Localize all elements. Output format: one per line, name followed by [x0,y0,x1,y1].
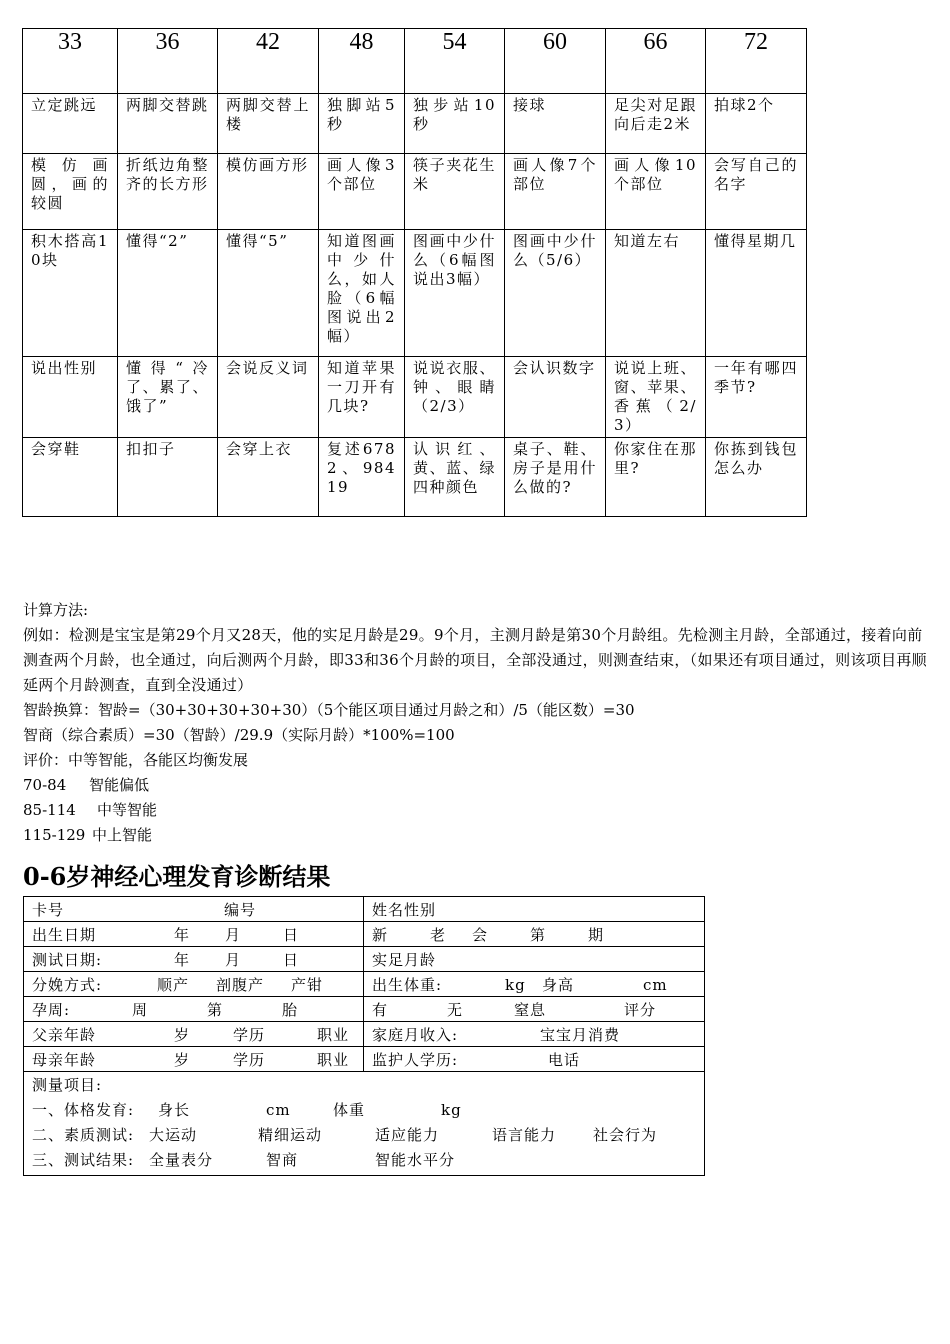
notes-example: 例如：检测是宝宝是第29个月又28天，他的实足月龄是29。9个月，主测月龄是第30个月龄组。先检测主月龄，全部通过，接着向前测查两个月龄，也全通过，向后测两个月龄，即33和36个月龄的项目，全部没通过，则测查结束，（如果还有项目通过，则该项目再顺延两个月龄测查，直到全没通过） [23,626,927,694]
form-row [24,897,705,922]
occupation-label: 职业 [317,1050,350,1069]
calculation-notes [23,598,933,848]
quality-item: 大运动 [149,1126,198,1144]
form-row [24,1072,705,1176]
milestone-row [23,94,807,154]
old-new-4: 第 [530,925,547,944]
year-label: 年 [174,925,191,944]
day-label: 日 [283,950,300,969]
milestone-cell: 两脚交替跳 [118,94,218,154]
card-no-label: 卡号 [32,900,65,919]
milestone-cell: 懂得星期几 [706,230,807,357]
name-gender-label: 姓名性别 [364,897,705,922]
year-label: 年 [174,950,191,969]
form-row [24,997,705,1022]
milestone-row [23,154,807,230]
diagnosis-title: 0-6岁神经心理发育诊断结果 [23,862,331,891]
test-date-label: 测试日期: [32,950,103,969]
family-income-label: 家庭月收入: [372,1025,459,1044]
milestone-cell: 复述6782、98419 [319,438,405,517]
years-old-label: 岁 [174,1025,191,1044]
milestone-cell: 一年有哪四季节? [706,357,807,438]
milestone-cell: 知道苹果一刀开有几块? [319,357,405,438]
notes-age-calc: 智龄换算：智龄=（30+30+30+30+30）（5个能区项目通过月龄之和）/5（能区数）=30 [23,701,635,719]
milestone-cell: 认识红、黄、蓝、绿四种颜色 [405,438,505,517]
measure-heading: 测量项目: [32,1076,103,1094]
quality-item: 精细运动 [258,1126,323,1144]
notes-heading: 计算方法: [23,601,89,619]
milestone-cell: 模仿画方形 [218,154,319,230]
milestone-cell: 画人像10个部位 [606,154,706,230]
milestone-cell: 懂得“2” [118,230,218,357]
milestone-cell: 桌子、鞋、房子是用什么做的? [505,438,606,517]
milestone-cell: 会穿上衣 [218,438,319,517]
month-label: 月 [225,950,242,969]
education-label: 学历 [233,1025,266,1044]
delivery-normal: 顺产 [157,975,190,994]
physical-row [32,1098,696,1123]
actual-age-label: 实足月龄 [364,947,705,972]
milestone-cell: 懂得“5” [218,230,319,357]
delivery-label: 分娩方式: [32,975,103,994]
milestone-row [23,357,807,438]
quality-row [32,1123,696,1148]
quality-item: 语言能力 [492,1126,557,1144]
result-item: 智商 [266,1151,299,1169]
milestone-cell: 会穿鞋 [23,438,118,517]
age-header-row [23,29,807,94]
form-row [24,972,705,997]
age-header-cell: 72 [706,29,807,94]
milestone-cell: 独脚站5秒 [319,94,405,154]
age-header-cell: 42 [218,29,319,94]
gestation-label: 孕周: [32,1000,71,1019]
delivery-forceps: 产钳 [291,975,324,994]
milestone-cell: 足尖对足跟向后走2米 [606,94,706,154]
milestone-cell: 两脚交替上楼 [218,94,319,154]
occupation-label: 职业 [317,1025,350,1044]
asphyxia-yes: 有 [372,1000,389,1019]
milestone-cell: 筷子夹花生米 [405,154,505,230]
milestone-cell: 独步站10秒 [405,94,505,154]
age-header-cell: 33 [23,29,118,94]
age-header-cell: 66 [606,29,706,94]
age-header-cell: 48 [319,29,405,94]
milestone-cell: 会写自己的名字 [706,154,807,230]
range-label: 智能偏低 [89,776,150,794]
body-height-label: 身长 [158,1101,191,1119]
milestone-cell: 会认识数字 [505,357,606,438]
old-new-1: 新 [372,925,389,944]
range-label: 中上智能 [92,826,153,844]
month-label: 月 [225,925,242,944]
milestone-row [23,438,807,517]
old-new-3: 会 [472,925,489,944]
milestone-cell: 折纸边角整齐的长方形 [118,154,218,230]
result-row [32,1148,696,1173]
quality-label: 二、素质测试: [32,1126,135,1144]
notes-iq-calc: 智商（综合素质）=30（智龄）/29.9（实际月龄）*100%=100 [23,726,455,744]
milestone-cell: 你家住在那里? [606,438,706,517]
milestone-cell: 积木搭高10块 [23,230,118,357]
serial-no-label: 编号 [224,900,257,919]
result-item: 智能水平分 [375,1151,456,1169]
form-row [24,947,705,972]
milestone-cell: 立定跳远 [23,94,118,154]
milestone-cell: 拍球2个 [706,94,807,154]
milestone-cell: 知道图画中少什么，如人脸（6幅图说出2幅） [319,230,405,357]
milestone-cell: 你拣到钱包怎么办 [706,438,807,517]
range-value: 85-114 [23,801,76,819]
years-old-label: 岁 [174,1050,191,1069]
milestone-cell: 接球 [505,94,606,154]
score-label: 评分 [624,1000,657,1019]
form-row [24,1022,705,1047]
old-new-2: 老 [430,925,447,944]
quality-item: 社会行为 [593,1126,658,1144]
height-label: 身高 [542,975,575,994]
result-label: 三、测试结果: [32,1151,135,1169]
kg-unit: kg [505,975,526,994]
milestone-cell: 画人像7个部位 [505,154,606,230]
asphyxia-label: 窒息 [514,1000,547,1019]
range-value: 115-129 [23,826,86,844]
phone-label: 电话 [548,1050,581,1069]
milestone-cell: 说说衣服、钟、眼睛（2/3） [405,357,505,438]
age-header-cell: 60 [505,29,606,94]
form-row [24,1047,705,1072]
guardian-edu-label: 监护人学历: [372,1050,459,1069]
body-weight-label: 体重 [333,1101,366,1119]
milestone-cell: 画人像3个部位 [319,154,405,230]
mother-age-label: 母亲年龄 [32,1050,97,1069]
range-row [23,773,933,798]
range-row [23,823,933,848]
milestone-cell: 扣扣子 [118,438,218,517]
range-label: 中等智能 [97,801,158,819]
order-label: 第 [207,1000,224,1019]
birth-date-label: 出生日期 [32,925,97,944]
milestone-cell: 说出性别 [23,357,118,438]
milestone-cell: 模仿画圆，画的较圆 [23,154,118,230]
result-item: 全量表分 [149,1151,214,1169]
milestone-cell: 说说上班、窗、苹果、香蕉（2/3） [606,357,706,438]
milestone-table [22,28,807,517]
milestone-cell: 图画中少什么（5/6） [505,230,606,357]
milestone-row [23,230,807,357]
physical-label: 一、体格发育: [32,1101,135,1119]
day-label: 日 [283,925,300,944]
range-row [23,798,933,823]
baby-expense-label: 宝宝月消费 [540,1025,621,1044]
milestone-cell: 会说反义词 [218,357,319,438]
diagnosis-form [23,896,705,1176]
cm-unit: cm [643,975,668,994]
form-row [24,922,705,947]
milestone-cell: 懂得“冷了、累了、饿了” [118,357,218,438]
range-value: 70-84 [23,776,67,794]
asphyxia-no: 无 [447,1000,464,1019]
milestone-cell: 知道左右 [606,230,706,357]
milestone-cell: 图画中少什么（6幅图说出3幅） [405,230,505,357]
age-header-cell: 36 [118,29,218,94]
notes-evaluation: 评价：中等智能，各能区均衡发展 [23,751,249,769]
education-label: 学历 [233,1050,266,1069]
father-age-label: 父亲年龄 [32,1025,97,1044]
delivery-cesarean: 剖腹产 [216,975,265,994]
quality-item: 适应能力 [375,1126,440,1144]
old-new-5: 期 [588,925,605,944]
age-header-cell: 54 [405,29,505,94]
fetus-label: 胎 [282,1000,299,1019]
birth-weight-label: 出生体重: [372,975,443,994]
cm-unit: cm [266,1101,291,1119]
week-label: 周 [132,1000,149,1019]
kg-unit: kg [441,1101,462,1119]
